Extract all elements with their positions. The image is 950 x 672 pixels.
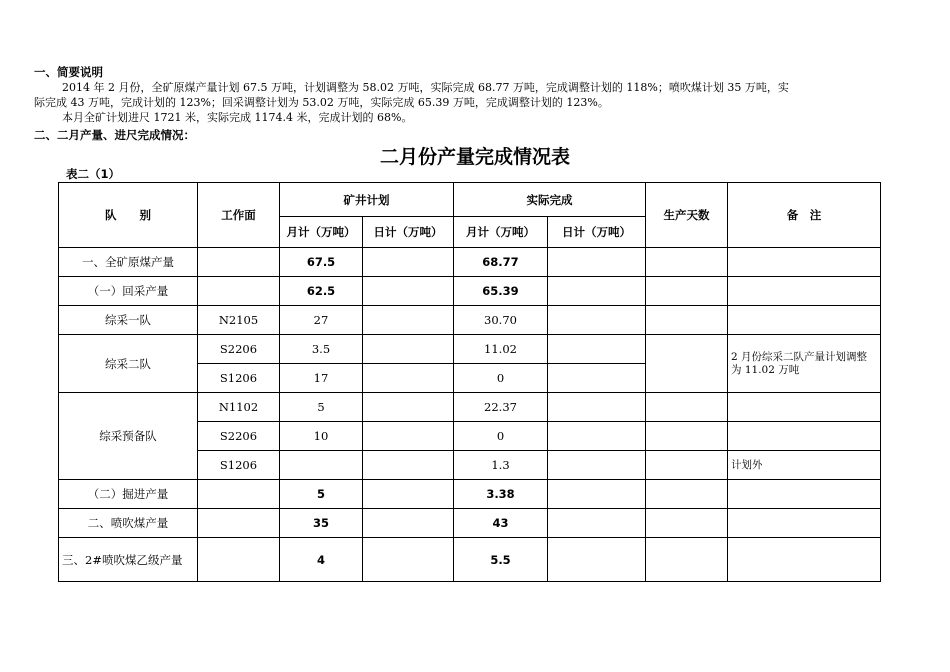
cell-plan-day	[363, 306, 454, 335]
cell-actual-day	[548, 480, 646, 509]
cell-team: 综采一队	[59, 306, 198, 335]
cell-team: 综采二队	[59, 335, 198, 393]
cell-plan-month: 62.5	[280, 277, 363, 306]
cell-actual-day	[548, 422, 646, 451]
header-remark: 备 注	[728, 183, 881, 248]
section-heading-summary: 一、简要说明	[34, 65, 103, 79]
cell-remark	[728, 480, 881, 509]
table-row	[59, 306, 881, 335]
cell-remark: 2 月份综采二队产量计划调整为 11.02 万吨	[728, 335, 881, 393]
cell-plan-day	[363, 364, 454, 393]
summary-paragraph-1	[34, 80, 914, 110]
cell-actual-month: 22.37	[454, 393, 548, 422]
cell-days	[646, 335, 728, 393]
header-days: 生产天数	[646, 183, 728, 248]
table-label: 表二（1）	[66, 167, 121, 181]
cell-days	[646, 306, 728, 335]
cell-actual-month: 1.3	[454, 451, 548, 480]
cell-remark	[728, 248, 881, 277]
cell-plan-day	[363, 538, 454, 582]
section-heading-production: 二、二月产量、进尺完成情况：	[34, 128, 195, 142]
cell-plan-month: 5	[280, 393, 363, 422]
header-actual: 实际完成	[454, 183, 646, 217]
table-row	[59, 277, 881, 306]
cell-team: 一、全矿原煤产量	[59, 248, 198, 277]
cell-actual-day	[548, 277, 646, 306]
cell-actual-day	[548, 335, 646, 364]
cell-days	[646, 451, 728, 480]
table-row	[59, 393, 881, 422]
cell-plan-day	[363, 277, 454, 306]
header-plan: 矿井计划	[280, 183, 454, 217]
cell-actual-month: 43	[454, 509, 548, 538]
cell-plan-day	[363, 451, 454, 480]
cell-actual-day	[548, 364, 646, 393]
summary-line-2: 际完成 43 万吨，完成计划的 123%；回采调整计划为 53.02 万吨，实际完成 65.39 万吨，完成调整计划的 123%。	[34, 96, 609, 109]
cell-team: 二、喷吹煤产量	[59, 509, 198, 538]
cell-days	[646, 538, 728, 582]
cell-remark: 计划外	[728, 451, 881, 480]
cell-remark	[728, 306, 881, 335]
table-row	[59, 480, 881, 509]
header-actual-month: 月计（万吨）	[454, 217, 548, 248]
cell-plan-month: 27	[280, 306, 363, 335]
summary-line-1: 2014 年 2 月份，全矿原煤产量计划 67.5 万吨，计划调整为 58.02 万吨，实际完成 68.77 万吨，完成调整计划的 118%；喷吹煤计划 35 万吨，实	[62, 81, 789, 94]
cell-days	[646, 393, 728, 422]
production-table	[58, 182, 881, 582]
cell-actual-day	[548, 248, 646, 277]
cell-face: S2206	[198, 335, 280, 364]
cell-actual-month: 11.02	[454, 335, 548, 364]
cell-actual-month: 65.39	[454, 277, 548, 306]
cell-plan-month: 35	[280, 509, 363, 538]
summary-footage: 本月全矿计划进尺 1721 米，实际完成 1174.4 米，完成计划的 68%。	[62, 111, 413, 124]
cell-plan-day	[363, 248, 454, 277]
table-row	[59, 335, 881, 364]
cell-actual-month: 0	[454, 422, 548, 451]
cell-plan-month: 3.5	[280, 335, 363, 364]
cell-actual-day	[548, 306, 646, 335]
cell-plan-month: 10	[280, 422, 363, 451]
table-row	[59, 248, 881, 277]
cell-remark	[728, 422, 881, 451]
cell-plan-month: 17	[280, 364, 363, 393]
cell-remark	[728, 509, 881, 538]
cell-remark	[728, 277, 881, 306]
cell-face: N1102	[198, 393, 280, 422]
cell-actual-month: 68.77	[454, 248, 548, 277]
cell-plan-month: 67.5	[280, 248, 363, 277]
cell-days	[646, 509, 728, 538]
header-plan-day: 日计（万吨）	[363, 217, 454, 248]
cell-actual-month: 30.70	[454, 306, 548, 335]
cell-remark	[728, 538, 881, 582]
summary-paragraph-2	[34, 110, 914, 125]
cell-days	[646, 480, 728, 509]
cell-days	[646, 248, 728, 277]
cell-days	[646, 422, 728, 451]
cell-plan-month: 5	[280, 480, 363, 509]
cell-plan-day	[363, 393, 454, 422]
cell-remark	[728, 393, 881, 422]
table-row	[59, 509, 881, 538]
cell-plan-day	[363, 480, 454, 509]
cell-face	[198, 248, 280, 277]
cell-actual-month: 0	[454, 364, 548, 393]
cell-face	[198, 509, 280, 538]
cell-face	[198, 277, 280, 306]
cell-plan-month: 4	[280, 538, 363, 582]
cell-actual-day	[548, 509, 646, 538]
cell-actual-day	[548, 393, 646, 422]
cell-face: N2105	[198, 306, 280, 335]
cell-actual-day	[548, 451, 646, 480]
cell-face: S1206	[198, 451, 280, 480]
header-team: 队 别	[59, 183, 198, 248]
cell-days	[646, 277, 728, 306]
cell-team: 三、2#喷吹煤乙级产量	[59, 538, 198, 582]
header-face: 工作面	[198, 183, 280, 248]
cell-team: 综采预备队	[59, 393, 198, 480]
cell-team: （二）掘进产量	[59, 480, 198, 509]
cell-face	[198, 538, 280, 582]
cell-face: S1206	[198, 364, 280, 393]
cell-team: （一）回采产量	[59, 277, 198, 306]
table-row	[59, 538, 881, 582]
cell-face	[198, 480, 280, 509]
header-plan-month: 月计（万吨）	[280, 217, 363, 248]
cell-face: S2206	[198, 422, 280, 451]
cell-plan-day	[363, 422, 454, 451]
cell-plan-month	[280, 451, 363, 480]
header-actual-day: 日计（万吨）	[548, 217, 646, 248]
cell-plan-day	[363, 509, 454, 538]
cell-plan-day	[363, 335, 454, 364]
cell-actual-month: 5.5	[454, 538, 548, 582]
cell-actual-day	[548, 538, 646, 582]
table-title: 二月份产量完成情况表	[379, 146, 570, 168]
cell-actual-month: 3.38	[454, 480, 548, 509]
